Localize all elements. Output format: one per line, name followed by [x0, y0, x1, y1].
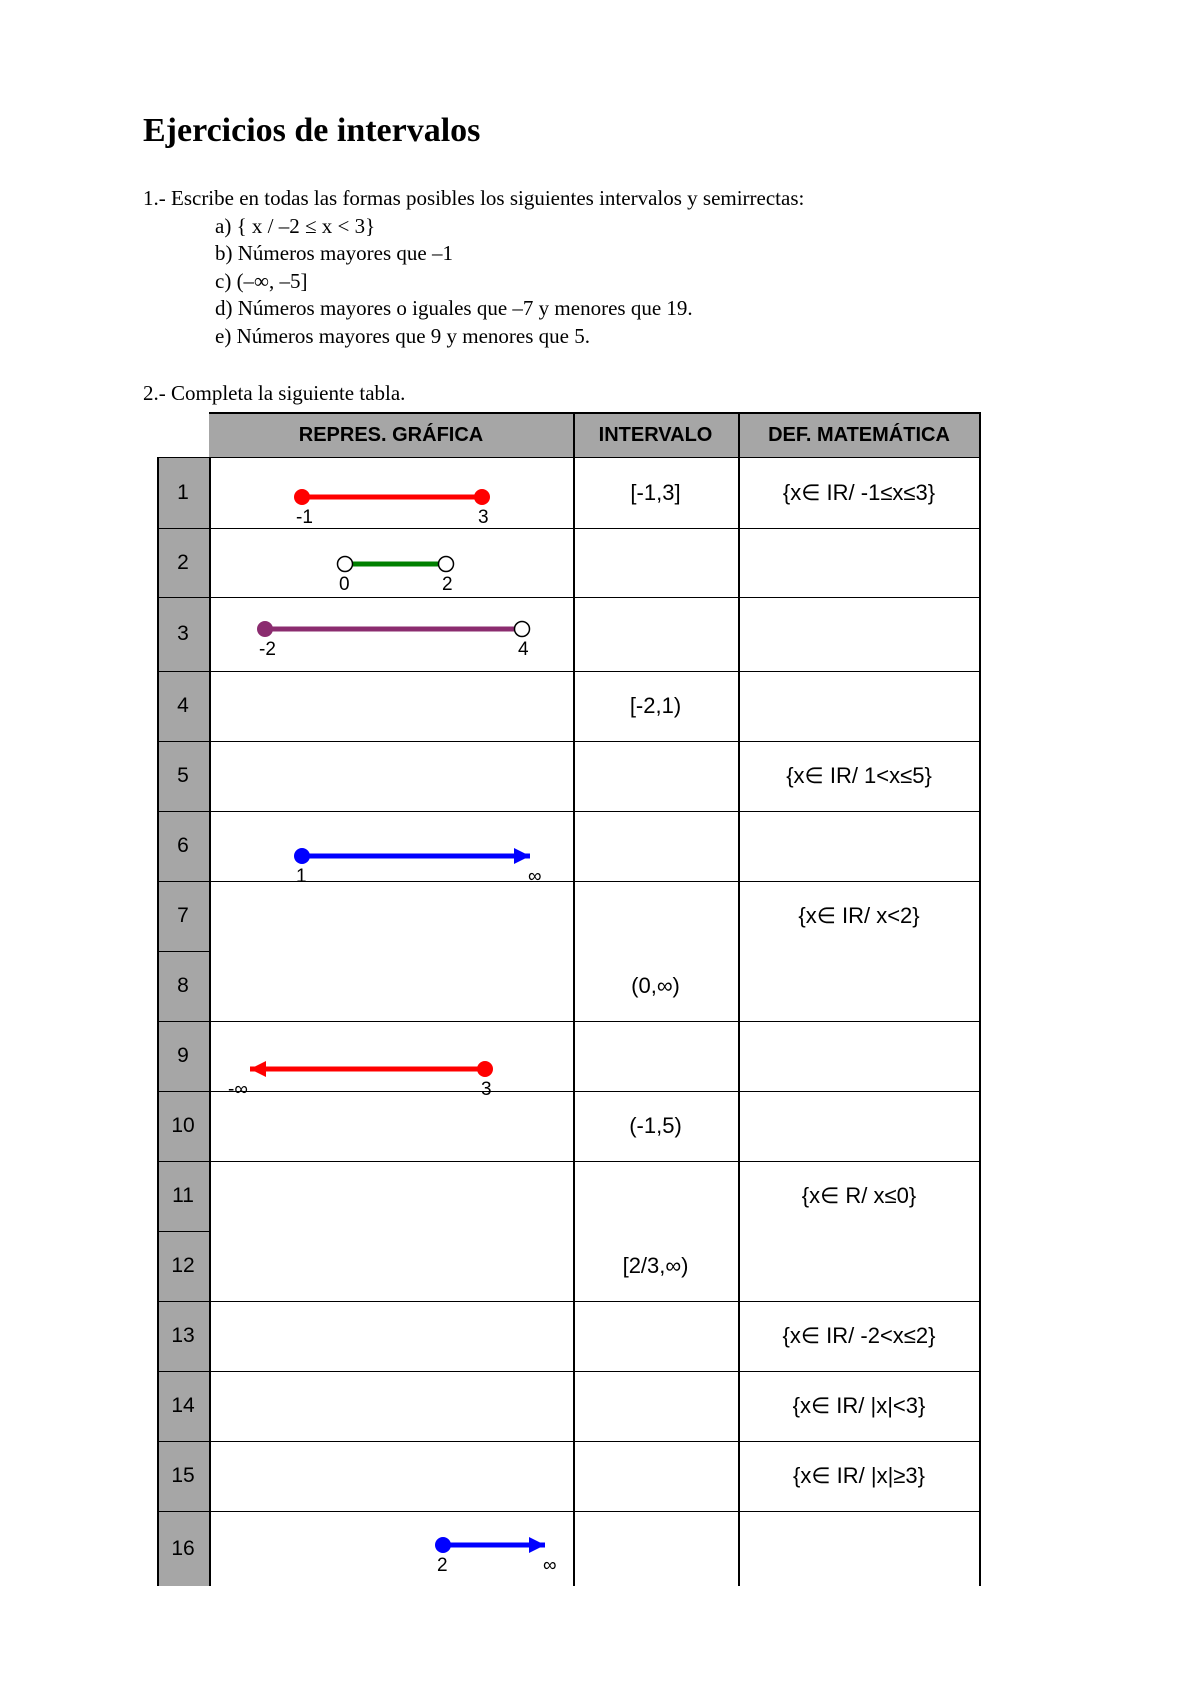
left-endpoint-label: 2 — [437, 1555, 448, 1576]
right-endpoint-label: ∞ — [528, 866, 542, 887]
exercise-1-item-e: e) Números mayores que 9 y menores que 5. — [215, 323, 590, 348]
def-matematica-cell: {x∈ IR/ -2<x≤2} — [782, 1323, 936, 1348]
arrow-endpoint — [529, 1537, 545, 1553]
def-matematica-cell: {x∈ IR/ |x|<3} — [792, 1393, 926, 1418]
open-endpoint — [439, 557, 454, 572]
def-matematica-cell: {x∈ IR/ |x|≥3} — [793, 1463, 925, 1488]
intervalo-cell: (-1,5) — [629, 1113, 682, 1138]
row-number: 16 — [171, 1536, 195, 1560]
row-number: 5 — [177, 764, 189, 787]
exercise-1-item-a: a) { x / –2 ≤ x < 3} — [215, 213, 376, 238]
def-matematica-cell: {x∈ IR/ x<2} — [798, 903, 920, 928]
left-endpoint-label: 0 — [339, 574, 350, 595]
row-number: 9 — [177, 1044, 189, 1067]
arrow-endpoint — [514, 848, 530, 864]
row-number: 6 — [177, 834, 189, 857]
row-number: 2 — [177, 550, 189, 574]
row-number: 10 — [171, 1114, 195, 1137]
exercise-2-prompt: 2.- Completa la siguiente tabla. — [143, 381, 406, 405]
right-endpoint-label: ∞ — [543, 1555, 557, 1576]
row-number: 4 — [177, 694, 189, 717]
intervalo-cell: [2/3,∞) — [622, 1253, 689, 1278]
intervalo-cell: [-2,1) — [629, 693, 682, 718]
page-title: Ejercicios de intervalos — [143, 112, 481, 149]
right-endpoint-label: 4 — [518, 639, 529, 660]
exercise-1-prompt: 1.- Escribe en todas las formas posibles los siguientes intervalos y semirrectas: — [143, 186, 805, 210]
right-endpoint-label: 3 — [481, 1079, 492, 1100]
row-number: 8 — [177, 974, 189, 997]
arrow-endpoint — [250, 1061, 266, 1077]
row-number: 15 — [171, 1464, 195, 1487]
def-matematica-cell: {x∈ R/ x≤0} — [801, 1183, 917, 1208]
left-endpoint-label: -1 — [296, 507, 313, 528]
row-number: 7 — [177, 904, 189, 927]
closed-endpoint — [477, 1061, 493, 1077]
exercise-1-item-b: b) Números mayores que –1 — [215, 241, 453, 266]
closed-endpoint — [257, 621, 273, 637]
intervalo-cell: [-1,3] — [630, 480, 681, 505]
header-intervalo: INTERVALO — [573, 413, 738, 458]
exercise-1-item-d: d) Números mayores o iguales que –7 y menores que 19. — [215, 296, 693, 321]
row-number: 12 — [171, 1254, 195, 1277]
left-endpoint-label: 1 — [296, 866, 307, 887]
open-endpoint — [338, 557, 353, 572]
row-number: 13 — [171, 1324, 195, 1347]
row-number: 11 — [172, 1184, 194, 1207]
row-number: 1 — [177, 481, 189, 504]
closed-endpoint — [435, 1537, 451, 1553]
right-endpoint-label: 3 — [478, 507, 489, 528]
open-endpoint — [515, 622, 530, 637]
right-endpoint-label: 2 — [442, 574, 453, 595]
def-matematica-cell: {x∈ IR/ -1≤x≤3} — [782, 480, 936, 505]
closed-endpoint — [294, 848, 310, 864]
header-def-matematica: DEF. MATEMÁTICA — [738, 413, 980, 458]
left-endpoint-label: -∞ — [228, 1079, 248, 1100]
header-repres-grafica: REPRES. GRÁFICA — [209, 413, 573, 458]
closed-endpoint — [294, 489, 310, 505]
left-endpoint-label: -2 — [259, 639, 276, 660]
row-number: 3 — [177, 622, 189, 645]
intervalo-cell: (0,∞) — [631, 973, 680, 998]
row-number: 14 — [171, 1394, 195, 1417]
exercise-1-item-c: c) (–∞, –5] — [215, 268, 308, 293]
def-matematica-cell: {x∈ IR/ 1<x≤5} — [786, 763, 932, 788]
closed-endpoint — [474, 489, 490, 505]
